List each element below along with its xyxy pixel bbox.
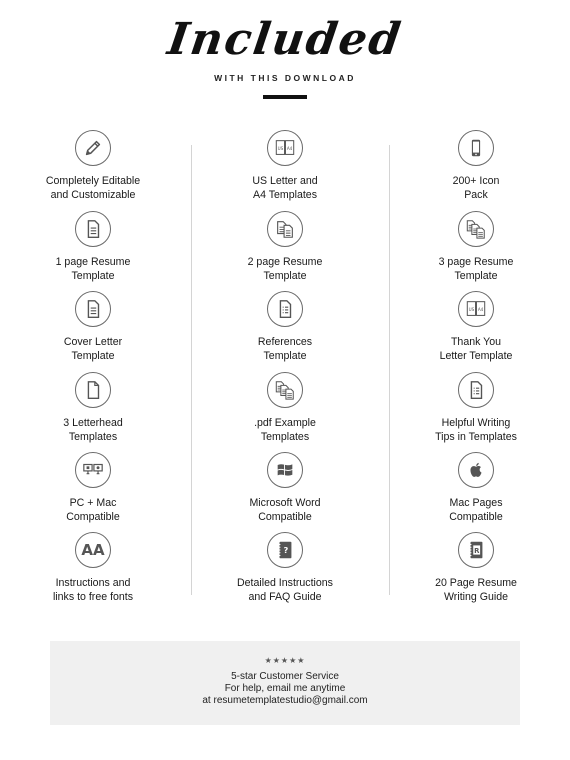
feature-1-page-resume [3,211,183,283]
feature-label: 3 Letterhead Templates [63,417,123,443]
two-documents-icon [267,211,303,247]
feature-label: US Letter and A4 Templates [252,175,318,201]
apple-logo-icon [458,452,494,488]
service-email: at resumetemplatestudio@gmail.com [202,695,368,706]
us-a4-pages-icon [267,130,303,166]
a4-glyph: A4 [286,145,293,151]
service-heading: 5-star Customer Service [231,671,339,682]
feature-label: Helpful Writing Tips in Templates [435,417,517,443]
feature-cover-letter [3,291,183,363]
feature-word [195,452,375,524]
header [0,0,570,110]
feature-writing-tips [386,372,566,444]
font-size-glyph: AA [81,541,105,559]
windows-logo-icon [267,452,303,488]
feature-fonts [3,532,183,604]
feature-instructions-faq [195,532,375,604]
r-notebook-icon [458,532,494,568]
feature-pdf-examples [195,372,375,444]
question-notebook-icon [267,532,303,568]
stacked-documents-icon [267,372,303,408]
feature-label: PC + Mac Compatible [66,497,120,523]
feature-label: Thank You Letter Template [439,336,513,362]
feature-label: 1 page Resume Template [55,256,131,282]
feature-mac-pages [386,452,566,524]
feature-label: References Template [257,336,313,362]
computers-icon [75,452,111,488]
title-underline [263,95,307,99]
a4-glyph: A4 [477,306,484,312]
feature-label: Cover Letter Template [63,336,123,362]
three-documents-icon [458,211,494,247]
blank-page-icon [75,372,111,408]
feature-thank-you-letter [386,291,566,363]
document-icon [75,291,111,327]
page-subtitle: WITH THIS DOWNLOAD [214,73,356,83]
feature-references [195,291,375,363]
feature-us-a4 [195,130,375,202]
list-document-icon [267,291,303,327]
feature-label: 2 page Resume Template [247,256,323,282]
feature-editable [3,130,183,202]
feature-3-page-resume [386,211,566,283]
feature-label: 3 page Resume Template [438,256,514,282]
us-glyph: US [468,306,475,312]
feature-label: .pdf Example Templates [254,417,316,443]
feature-label: 20 Page Resume Writing Guide [435,577,517,603]
feature-2-page-resume [195,211,375,283]
feature-label: Completely Editable and Customizable [45,175,141,201]
service-help-text: For help, email me anytime [224,683,346,694]
feature-label: 200+ Icon Pack [452,175,500,201]
us-glyph: US [277,145,284,151]
rating-stars-icon: ★★★★★ [264,656,306,665]
customer-service-box [50,641,520,725]
smartphone-icon [458,130,494,166]
question-glyph: ? [283,545,289,556]
feature-pc-mac [3,452,183,524]
page-title: Included [164,14,406,65]
feature-label: Mac Pages Compatible [449,497,503,523]
feature-label: Detailed Instructions and FAQ Guide [237,577,333,603]
document-icon [75,211,111,247]
us-a4-pages-icon [458,291,494,327]
feature-label: Instructions and links to free fonts [52,577,134,603]
column-divider-left [191,145,192,595]
feature-icon-pack [386,130,566,202]
checklist-document-icon [458,372,494,408]
feature-label: Microsoft Word Compatible [249,497,321,523]
pencil-icon [75,130,111,166]
r-glyph: R [474,546,480,555]
feature-letterhead [3,372,183,444]
font-size-icon [75,532,111,568]
feature-writing-guide [386,532,566,604]
